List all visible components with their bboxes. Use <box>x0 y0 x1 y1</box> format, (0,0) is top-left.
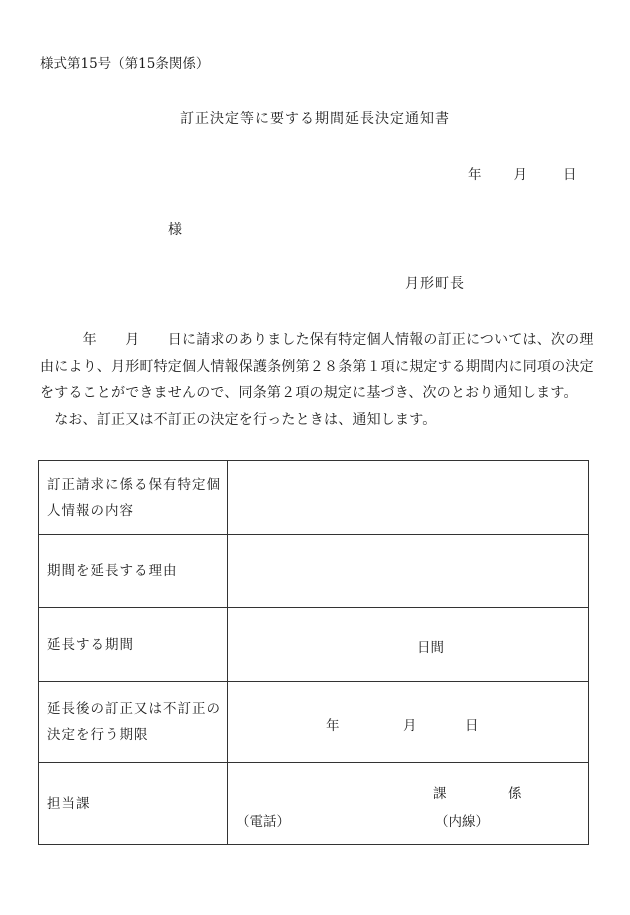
table-row <box>39 461 589 535</box>
deadline-year: 年 <box>326 718 340 734</box>
notice-paragraph: 年 月 日に請求のありました保有特定個人情報の訂正については、次の理由により、月形町特定個人情報保護条例第２８条第１項に規定する期間内に同項の決定をすることができませんので、同条第２項の規定に基づき、次のとおり通知します。 <box>40 332 594 401</box>
document-title: 訂正決定等に要する期間延長決定通知書 <box>180 111 450 127</box>
notice-note: なお、訂正又は不訂正の決定を行ったときは、通知します。 <box>40 411 437 428</box>
issuer-name: 月形町長 <box>405 276 465 292</box>
extension-label: （内線） <box>435 814 489 830</box>
days-unit: 日間 <box>417 640 444 656</box>
table-row <box>39 682 589 763</box>
department-value <box>228 763 589 845</box>
date-year-label: 年 <box>468 167 482 183</box>
extension-period-value <box>228 608 589 682</box>
content-label: 訂正請求に係る保有特定個人情報の内容 <box>39 461 228 535</box>
date-month-label: 月 <box>513 167 527 183</box>
deadline-value <box>228 682 589 763</box>
deadline-label: 延長後の訂正又は不訂正の決定を行う期限 <box>39 682 228 763</box>
deadline-day: 日 <box>465 718 479 734</box>
extension-period-label: 延長する期間 <box>39 608 228 682</box>
notice-body <box>40 327 595 433</box>
issue-date <box>460 163 577 183</box>
reason-value <box>228 535 589 608</box>
addressee: 様 <box>168 222 182 238</box>
form-number: 様式第15号（第15条関係） <box>40 56 210 72</box>
table-row <box>39 535 589 608</box>
subsection-unit: 係 <box>508 786 522 802</box>
table-row <box>39 608 589 682</box>
deadline-month: 月 <box>403 718 417 734</box>
content-value <box>228 461 589 535</box>
section-unit: 課 <box>433 786 447 802</box>
date-day-label: 日 <box>563 167 577 183</box>
table-row <box>39 763 589 845</box>
reason-label: 期間を延長する理由 <box>39 535 228 608</box>
details-table <box>38 460 589 845</box>
phone-label: （電話） <box>236 814 290 830</box>
department-label: 担当課 <box>39 763 228 845</box>
